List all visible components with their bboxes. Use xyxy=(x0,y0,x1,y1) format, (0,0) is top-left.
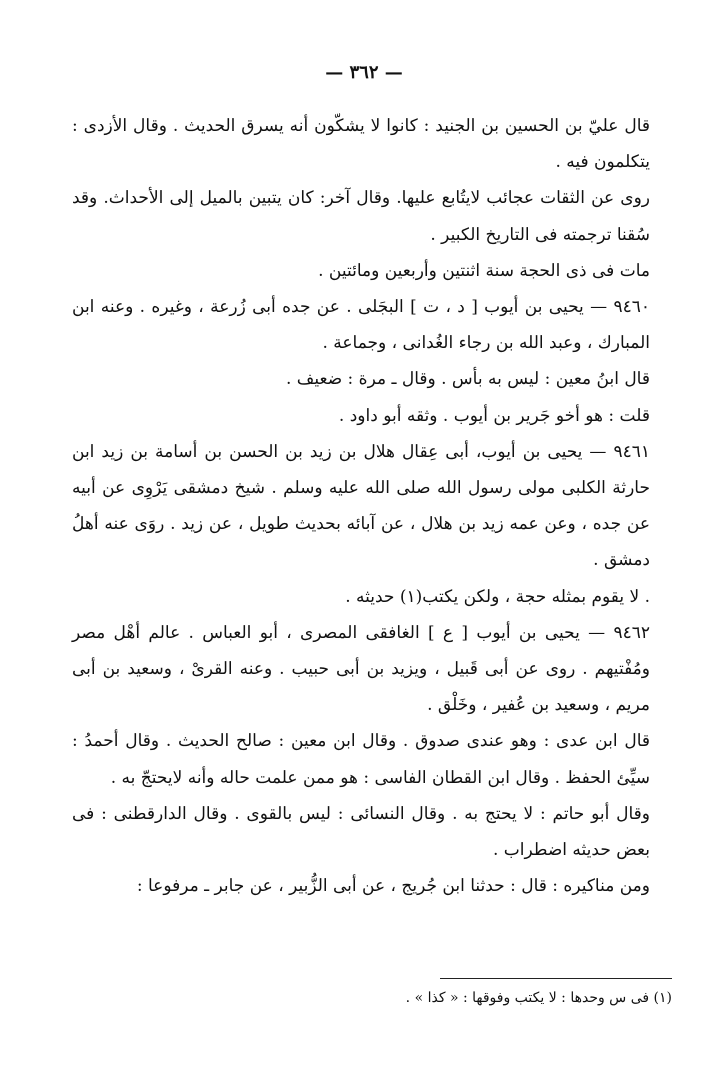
page-number: — ٣٦٢ — xyxy=(325,62,403,83)
entry-9462: ٩٤٦٢ — يحيى بن أيوب [ ع ] الغافقى المصرى ، أبو العباس . عالم أهْل مصر ومُفْتيهم . روى عن أبى قَبيل ، ويزيد بن أبى حبيب . وعنه القرىْ ، وسعيد بن أبى مريم ، وسعيد بن عُفير ، وخَلْق . xyxy=(72,622,650,716)
paragraph-1: قال عليّ بن الحسين بن الجنيد : كانوا لا يشكّون أنه يسرق الحديث . وقال الأزدى : يتكلمون فيه . xyxy=(72,116,650,173)
main-text xyxy=(72,108,672,904)
paragraph-12: ومن مناكيره : قال : حدثنا ابن جُريج ، عن أبى الزُّبير ، عن جابر ـ مرفوعا : xyxy=(136,876,650,897)
paragraph-5: قال ابنُ معين : ليس به بأس . وقال ـ مرة : ضعيف . xyxy=(285,369,650,390)
entry-9460: ٩٤٦٠ — يحيى بن أيوب [ د ، ت ] البجَلى . عن جده أبى زُرعة ، وغيره . وعنه ابن المبارك ، وعبد الله بن رجاء الغُدانى ، وجماعة . xyxy=(72,297,650,354)
paragraph-2: روى عن الثقات عجائب لايتُابع عليها. وقال آخر: كان يتبين بالميل إلى الأحداث. وقد سُقنا ترجمته فى التاريخ الكبير . xyxy=(72,188,650,245)
paragraph-11: وقال أبو حاتم : لا يحتج به . وقال النسائى : ليس بالقوى . وقال الدارقطنى : فى بعض حديثه اضطراب . xyxy=(72,803,650,861)
footnote: (١) فى س وحدها : لا يكتب وفوقها : « كذا » . xyxy=(405,990,672,1006)
paragraph-10: قال ابن عدى : وهو عندى صدوق . وقال ابن معين : صالح الحديث . وقال أحمدُ : سيِّئ الحفظ . وقال ابن القطان الفاسى : هو ممن علمت حاله وأنه لايحتجّ به . xyxy=(72,731,650,788)
entry-9461: ٩٤٦١ — يحيى بن أيوب، أبى عِقال هلال بن زيد بن الحسن بن أسامة بن زيد ابن حارثة الكلبى مولى رسول الله صلى الله عليه وسلم . شيخ دمشقى يَرْوِى عن أبيه عن جده ، وعن عمه زيد بن هلال ، عن آبائه بحديث طويل ، عن زيد . روَى عنه أهلُ دمشق . xyxy=(72,441,650,571)
paragraph-8: . لا يقوم بمثله حجة ، ولكن يكتب(١) حديثه . xyxy=(345,586,650,607)
footnote-divider xyxy=(440,978,672,979)
paragraph-6: قلت : هو أخو جَرير بن أيوب . وثقه أبو داود . xyxy=(338,405,650,426)
paragraph-3: مات فى ذى الحجة سنة اثنتين وأربعين ومائتين . xyxy=(318,260,650,281)
